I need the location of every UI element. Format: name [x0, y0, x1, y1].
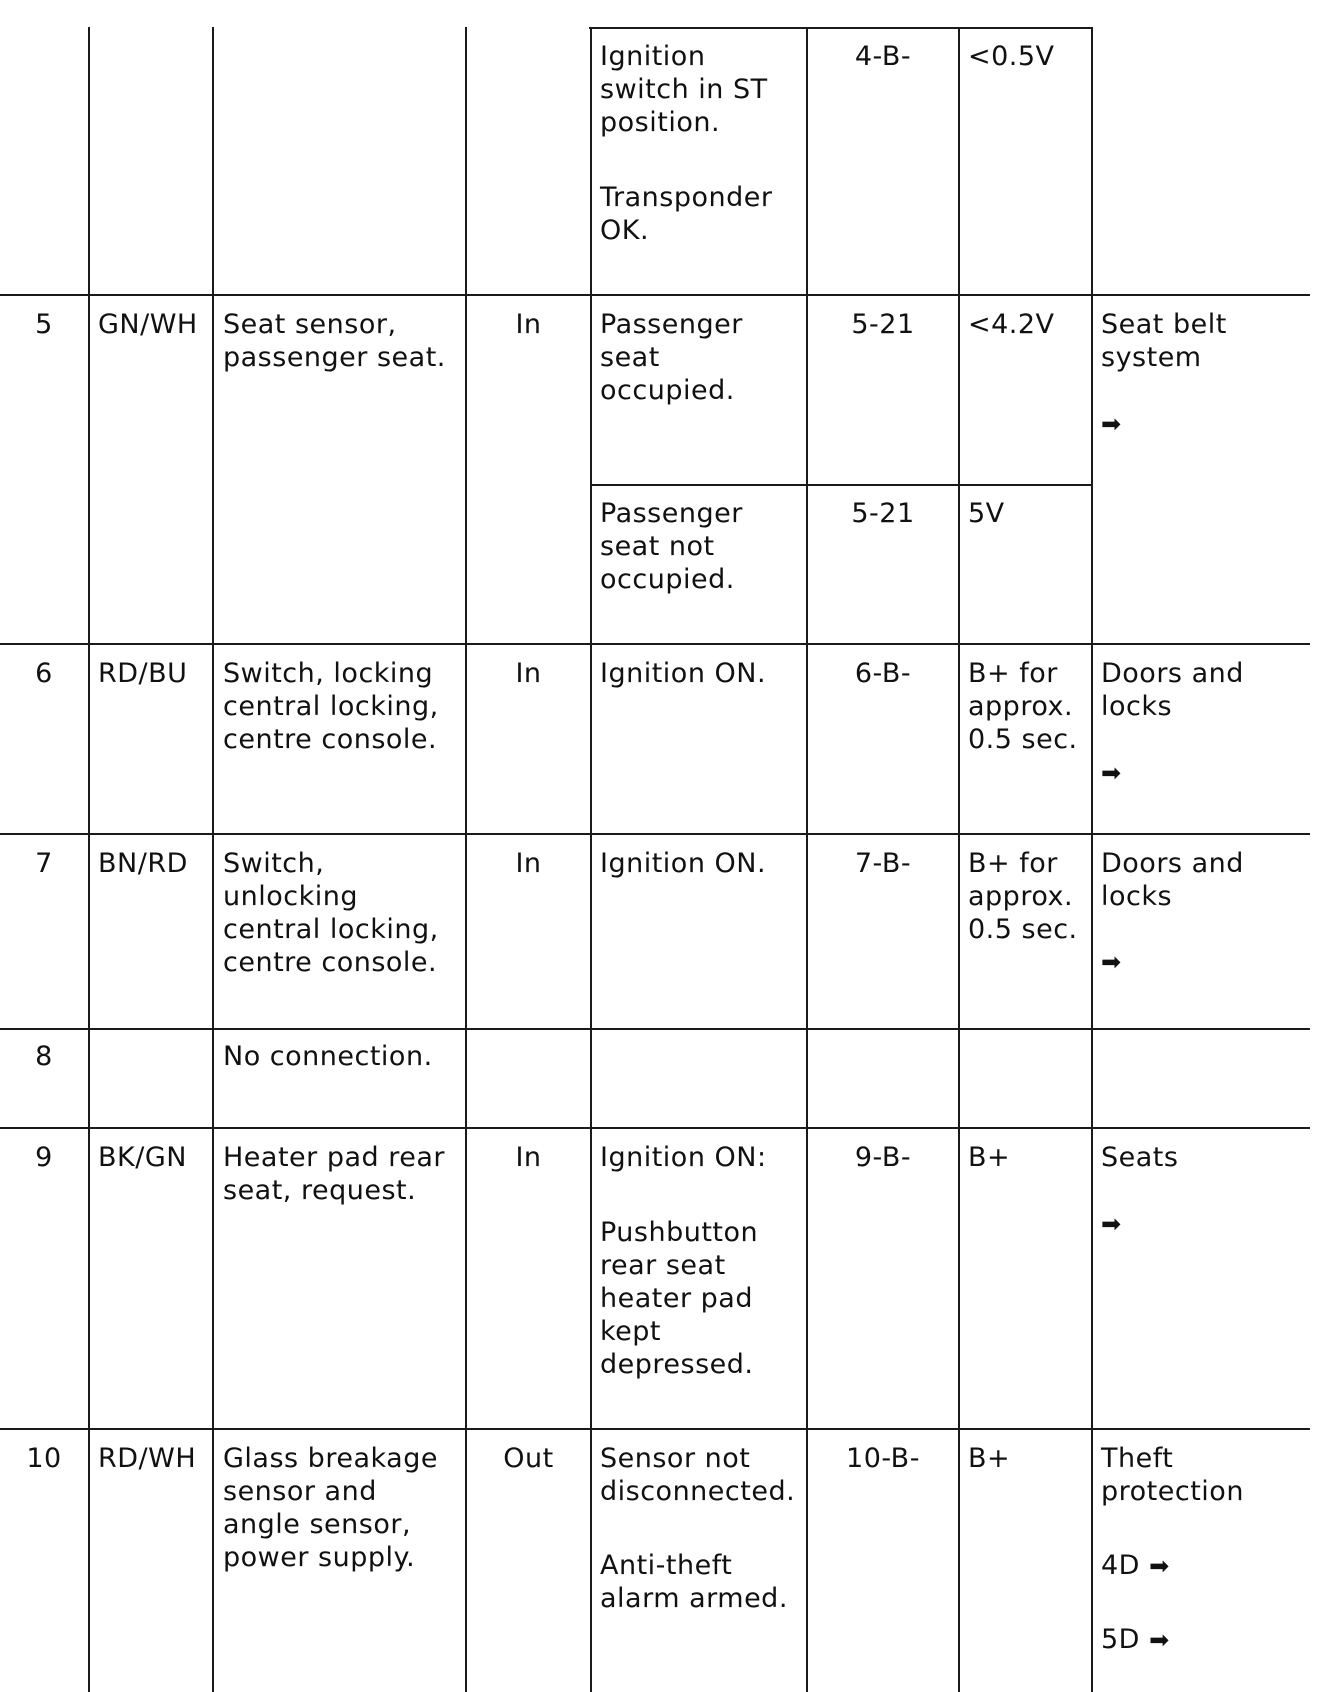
row5-wire-color: GN/WH [98, 309, 198, 340]
row5-condition-occupied: Passenger seat occupied. [600, 309, 743, 406]
col-rule-6 [958, 27, 960, 1692]
row7-pin: 7 [35, 848, 53, 879]
row9-direction: In [515, 1142, 542, 1173]
row10-measure: 10-B- [846, 1443, 920, 1474]
row9-condition-1: Ignition ON: [600, 1142, 767, 1173]
row7-direction: In [515, 848, 542, 879]
right-arrow-icon: ➡ [1149, 1626, 1170, 1654]
continuation-condition-1: Ignition switch in ST position. [600, 41, 768, 138]
row5-value-occupied: <4.2V [968, 309, 1055, 340]
row7-description: Switch, unlocking central locking, centre console. [223, 848, 439, 978]
row5-direction: In [515, 309, 542, 340]
continuation-measure: 4-B- [854, 41, 912, 72]
rule-row9-top [0, 1127, 1310, 1129]
row10-ref-4d-link[interactable] [1101, 1549, 1170, 1583]
row6-condition: Ignition ON. [600, 658, 767, 689]
row9-description: Heater pad rear seat, request. [223, 1142, 446, 1206]
ref-4d-label: 4D [1101, 1550, 1140, 1581]
row6-value: B+ for approx. 0.5 sec. [968, 658, 1078, 755]
ref-5d-label: 5D [1101, 1624, 1140, 1655]
row10-ref-5d-link[interactable] [1101, 1623, 1170, 1657]
row6-description: Switch, locking central locking, centre console. [223, 658, 439, 755]
row6-wire-color: RD/BU [98, 658, 188, 689]
row9-wire-color: BK/GN [98, 1142, 187, 1173]
row10-condition-2: Anti-theft alarm armed. [600, 1550, 788, 1614]
col-rule-2 [212, 27, 214, 1692]
rule-row10-top [0, 1428, 1310, 1430]
rule-row7-top [0, 833, 1310, 835]
row10-pin: 10 [26, 1443, 62, 1474]
row7-wire-color: BN/RD [98, 848, 188, 879]
row10-direction: Out [503, 1443, 554, 1474]
right-arrow-icon[interactable]: ➡ [1101, 1210, 1122, 1238]
row5-pin: 5 [35, 309, 53, 340]
row5-description: Seat sensor, passenger seat. [223, 309, 446, 373]
col-rule-4 [590, 27, 592, 1692]
row8-pin: 8 [35, 1041, 53, 1072]
right-arrow-icon[interactable]: ➡ [1101, 948, 1122, 976]
continuation-condition-2: Transponder OK. [600, 182, 773, 246]
rule-row5-top [0, 294, 1310, 296]
row10-description: Glass breakage sensor and angle sensor, power supply. [223, 1443, 438, 1573]
row10-reference: Theft protection [1101, 1443, 1244, 1507]
row5-measure-occupied: 5-21 [851, 309, 915, 340]
col-rule-1 [88, 27, 90, 1692]
row9-value: B+ [968, 1142, 1011, 1173]
right-arrow-icon[interactable]: ➡ [1101, 410, 1122, 438]
row5-condition-not-occupied: Passenger seat not occupied. [600, 498, 743, 595]
row9-reference: Seats [1101, 1142, 1179, 1173]
right-arrow-icon: ➡ [1149, 1552, 1170, 1580]
row6-reference: Doors and locks [1101, 658, 1244, 722]
row9-pin: 9 [35, 1142, 53, 1173]
rule-continuation-top [589, 27, 1092, 29]
rule-row8-top [0, 1028, 1310, 1030]
row7-measure: 7-B- [854, 848, 912, 879]
row5-value-not-occupied: 5V [968, 498, 1005, 529]
row6-measure: 6-B- [854, 658, 912, 689]
row5-measure-not-occupied: 5-21 [851, 498, 915, 529]
right-arrow-icon[interactable]: ➡ [1101, 759, 1122, 787]
row7-condition: Ignition ON. [600, 848, 767, 879]
col-rule-7 [1091, 27, 1093, 1692]
row7-value: B+ for approx. 0.5 sec. [968, 848, 1078, 945]
row10-value: B+ [968, 1443, 1011, 1474]
row9-condition-2: Pushbutton rear seat heater pad kept depressed. [600, 1217, 759, 1380]
rule-row5-split [590, 484, 1092, 486]
row10-wire-color: RD/WH [98, 1443, 197, 1474]
row6-pin: 6 [35, 658, 53, 689]
row5-reference: Seat belt system [1101, 309, 1227, 373]
row8-description: No connection. [223, 1041, 433, 1072]
row10-condition-1: Sensor not disconnected. [600, 1443, 796, 1507]
row7-reference: Doors and locks [1101, 848, 1244, 912]
rule-row6-top [0, 643, 1310, 645]
row6-direction: In [515, 658, 542, 689]
continuation-value: <0.5V [968, 41, 1055, 72]
row9-measure: 9-B- [854, 1142, 912, 1173]
